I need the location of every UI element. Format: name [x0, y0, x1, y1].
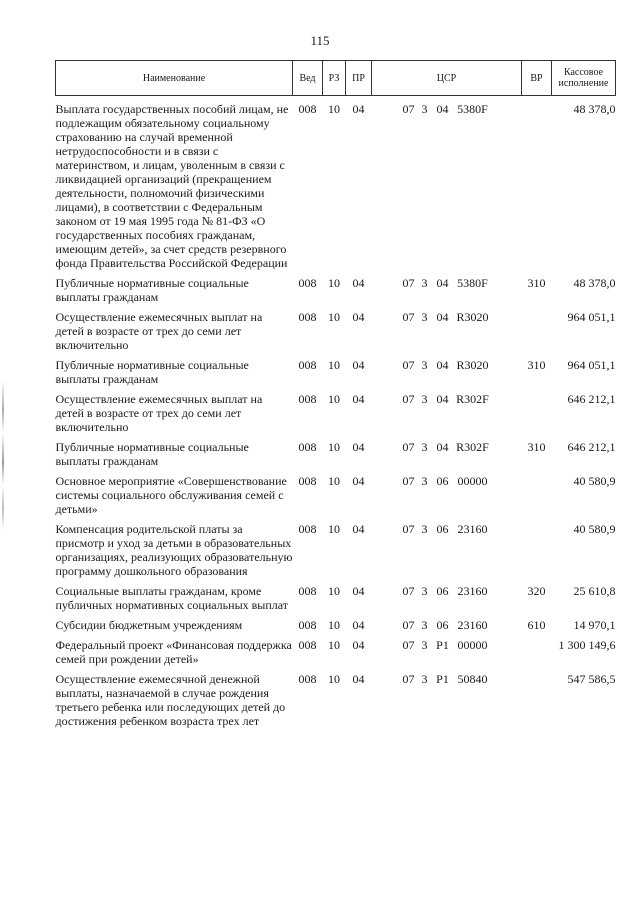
row-vr: 310 — [527, 440, 546, 454]
row-name: Публичные нормативные социальные выплаты гражданам — [55, 358, 249, 386]
csr-direction: 5380F — [457, 276, 488, 290]
page-number: 115 — [310, 33, 330, 48]
scan-artifact — [2, 380, 4, 530]
csr-direction: R302F — [456, 440, 489, 454]
csr-subprogram: 3 — [421, 618, 428, 632]
row-amount: 14 970,1 — [573, 618, 616, 632]
table-row — [56, 310, 616, 358]
csr-event: P1 — [436, 638, 449, 652]
row-name: Основное мероприятие «Совершенствование системы социального обслуживания семей с детьми» — [55, 474, 287, 516]
table-row — [56, 474, 616, 522]
row-amount: 646 212,1 — [567, 440, 616, 454]
row-pr: 04 — [352, 584, 365, 598]
csr-event: 04 — [436, 358, 449, 372]
row-name: Публичные нормативные социальные выплаты гражданам — [55, 440, 249, 468]
row-rz: 10 — [328, 584, 340, 598]
row-csr — [372, 310, 522, 358]
csr-program: 07 — [402, 276, 415, 290]
row-vr: 610 — [527, 618, 546, 632]
csr-subprogram: 3 — [421, 474, 428, 488]
row-csr — [372, 672, 522, 734]
table-row — [56, 276, 616, 310]
csr-program: 07 — [402, 522, 415, 536]
csr-subprogram: 3 — [421, 440, 428, 454]
header-vr: ВР — [522, 61, 552, 96]
row-vr — [522, 96, 552, 277]
row-ved: 008 — [298, 522, 317, 536]
csr-program: 07 — [402, 672, 415, 686]
csr-direction: 5380F — [457, 102, 488, 116]
table-row — [56, 440, 616, 474]
csr-event: 06 — [436, 522, 449, 536]
row-rz: 10 — [328, 102, 340, 116]
row-csr — [372, 276, 522, 310]
row-csr — [372, 392, 522, 440]
csr-subprogram: 3 — [421, 522, 428, 536]
row-name: Социальные выплаты гражданам, кроме публичных нормативных социальных выплат — [55, 584, 289, 612]
csr-subprogram: 3 — [421, 276, 428, 290]
csr-subprogram: 3 — [421, 102, 428, 116]
row-ved: 008 — [298, 358, 317, 372]
row-name: Компенсация родительской платы за присмотр и уход за детьми в образовательных организациях, реализующих образовательную программу дошкольного образования — [55, 522, 293, 578]
csr-program: 07 — [402, 358, 415, 372]
csr-program: 07 — [402, 440, 415, 454]
csr-subprogram: 3 — [421, 584, 428, 598]
csr-subprogram: 3 — [421, 638, 428, 652]
csr-event: 04 — [436, 392, 449, 406]
table-row — [56, 96, 616, 277]
row-ved: 008 — [298, 276, 317, 290]
row-ved: 008 — [298, 392, 317, 406]
csr-program: 07 — [402, 638, 415, 652]
csr-program: 07 — [402, 474, 415, 488]
row-amount: 547 586,5 — [567, 672, 616, 686]
row-csr — [372, 638, 522, 672]
row-csr — [372, 584, 522, 618]
row-amount: 25 610,8 — [573, 584, 616, 598]
row-ved: 008 — [298, 618, 317, 632]
row-csr — [372, 522, 522, 584]
csr-direction: R302F — [456, 392, 489, 406]
row-ved: 008 — [298, 672, 317, 686]
csr-subprogram: 3 — [421, 310, 428, 324]
row-amount: 964 051,1 — [567, 310, 616, 324]
row-pr: 04 — [352, 638, 365, 652]
row-pr: 04 — [352, 672, 365, 686]
csr-direction: 23160 — [457, 618, 488, 632]
row-vr: 310 — [527, 276, 546, 290]
row-amount: 40 580,9 — [573, 474, 616, 488]
row-rz: 10 — [328, 522, 340, 536]
csr-direction: 00000 — [457, 474, 488, 488]
row-name: Выплата государственных пособий лицам, не подлежащим обязательному социальному страхованию на случай временной нетрудоспособности и в связи с материнством, и лицам, уволенным в связи с ликвидацией организаций (прекращением деятельности, полномочий физическими лицами), в соответствии с Федеральным законом от 19 мая 1995 года № 81-ФЗ «О государственных пособиях гражданам, имеющим детей», за счет средств резервного фонда Правительства Российской Федерации — [55, 102, 289, 270]
row-name: Федеральный проект «Финансовая поддержка семей при рождении детей» — [55, 638, 292, 666]
row-ved: 008 — [298, 584, 317, 598]
row-pr: 04 — [352, 358, 365, 372]
row-csr — [372, 440, 522, 474]
row-csr — [372, 358, 522, 392]
row-vr — [522, 392, 552, 440]
csr-event: 04 — [436, 440, 449, 454]
row-pr: 04 — [352, 522, 365, 536]
csr-direction: 23160 — [457, 584, 488, 598]
row-rz: 10 — [328, 310, 340, 324]
csr-program: 07 — [402, 310, 415, 324]
table-row — [56, 672, 616, 734]
row-rz: 10 — [328, 276, 340, 290]
row-ved: 008 — [298, 440, 317, 454]
row-amount: 1 300 149,6 — [558, 638, 616, 652]
row-name: Субсидии бюджетным учреждениям — [55, 618, 243, 632]
row-ved: 008 — [298, 102, 317, 116]
row-vr — [522, 474, 552, 522]
csr-program: 07 — [402, 102, 415, 116]
row-pr: 04 — [352, 392, 365, 406]
row-vr — [522, 522, 552, 584]
row-csr — [372, 474, 522, 522]
row-rz: 10 — [328, 440, 340, 454]
csr-subprogram: 3 — [421, 358, 428, 372]
csr-direction: 50840 — [457, 672, 488, 686]
row-name: Осуществление ежемесячных выплат на детей в возрасте от трех до семи лет включительно — [55, 310, 263, 352]
row-amount: 964 051,1 — [567, 358, 616, 372]
row-rz: 10 — [328, 358, 340, 372]
row-vr: 310 — [527, 358, 546, 372]
row-amount: 48 378,0 — [573, 276, 616, 290]
csr-subprogram: 3 — [421, 392, 428, 406]
row-amount: 646 212,1 — [567, 392, 616, 406]
row-rz: 10 — [328, 638, 340, 652]
header-rz: РЗ — [323, 61, 346, 96]
row-pr: 04 — [352, 618, 365, 632]
row-rz: 10 — [328, 672, 340, 686]
csr-event: 04 — [436, 276, 449, 290]
csr-direction: 23160 — [457, 522, 488, 536]
table-row — [56, 522, 616, 584]
row-rz: 10 — [328, 618, 340, 632]
row-pr: 04 — [352, 102, 365, 116]
row-name: Осуществление ежемесячной денежной выплаты, назначаемой в случае рождения третьего ребенка или последующих детей до достижения ребенком возраста трех лет — [55, 672, 286, 728]
row-ved: 008 — [298, 474, 317, 488]
csr-event: P1 — [436, 672, 449, 686]
csr-direction: R3020 — [456, 310, 489, 324]
csr-program: 07 — [402, 618, 415, 632]
header-ved: Вед — [293, 61, 323, 96]
header-csr: ЦСР — [372, 61, 522, 96]
row-rz: 10 — [328, 474, 340, 488]
row-amount: 48 378,0 — [573, 102, 616, 116]
row-vr — [522, 310, 552, 358]
row-ved: 008 — [298, 638, 317, 652]
table-row — [56, 584, 616, 618]
csr-event: 04 — [436, 310, 449, 324]
row-vr — [522, 638, 552, 672]
csr-event: 06 — [436, 584, 449, 598]
header-pr: ПР — [346, 61, 372, 96]
csr-event: 04 — [436, 102, 449, 116]
row-name: Осуществление ежемесячных выплат на детей в возрасте от трех до семи лет включительно — [55, 392, 263, 434]
csr-event: 06 — [436, 618, 449, 632]
table-row — [56, 618, 616, 638]
row-vr: 320 — [527, 584, 546, 598]
table-header-row — [56, 61, 616, 96]
csr-direction: R3020 — [456, 358, 489, 372]
csr-event: 06 — [436, 474, 449, 488]
row-csr — [372, 618, 522, 638]
table-row — [56, 358, 616, 392]
csr-direction: 00000 — [457, 638, 488, 652]
csr-subprogram: 3 — [421, 672, 428, 686]
row-pr: 04 — [352, 276, 365, 290]
header-amount: Кассовое исполнение — [552, 61, 616, 96]
table-row — [56, 392, 616, 440]
row-name: Публичные нормативные социальные выплаты гражданам — [55, 276, 249, 304]
row-pr: 04 — [352, 310, 365, 324]
budget-table — [55, 60, 616, 734]
row-amount: 40 580,9 — [573, 522, 616, 536]
table-row — [56, 638, 616, 672]
row-ved: 008 — [298, 310, 317, 324]
row-vr — [522, 672, 552, 734]
row-rz: 10 — [328, 392, 340, 406]
row-pr: 04 — [352, 440, 365, 454]
row-csr — [372, 96, 522, 277]
csr-program: 07 — [402, 584, 415, 598]
header-name: Наименование — [56, 61, 293, 96]
row-pr: 04 — [352, 474, 365, 488]
csr-program: 07 — [402, 392, 415, 406]
